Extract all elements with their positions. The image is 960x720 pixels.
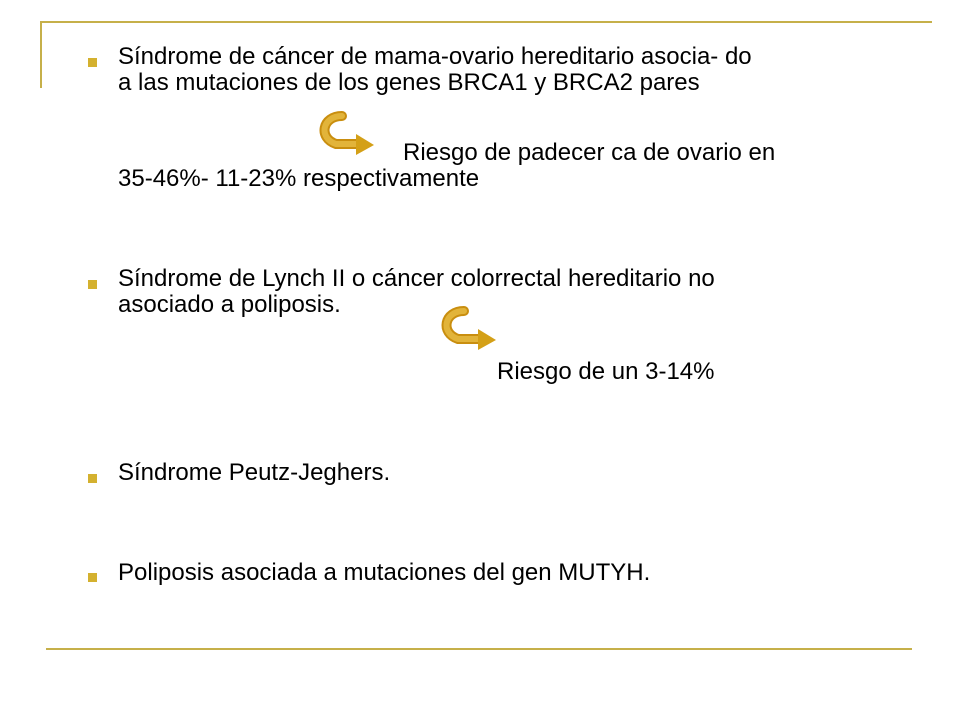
item-4-line-1: Poliposis asociada a mutaciones del gen MUTYH.: [118, 559, 651, 586]
bullet-square-icon: [88, 280, 97, 289]
item-2-line-2: asociado a poliposis.: [118, 291, 341, 318]
item-2-sub-line-1: Riesgo de un 3-14%: [497, 358, 715, 385]
item-1-line-1: Síndrome de cáncer de mama-ovario hereditario asocia- do: [118, 43, 752, 70]
item-3-line-1: Síndrome Peutz-Jeghers.: [118, 459, 391, 486]
item-1-line-2: a las mutaciones de los genes BRCA1 y BRCA2 pares: [118, 69, 700, 96]
frame-top-line: [40, 21, 932, 23]
frame-bottom-line: [46, 648, 912, 650]
curved-arrow-icon: [310, 108, 376, 156]
item-1-sub-line-2: 35-46%- 11-23% respectivamente: [118, 165, 480, 192]
item-1-sub-line-1: Riesgo de padecer ca de ovario en: [403, 139, 776, 166]
bullet-square-icon: [88, 474, 97, 483]
curved-arrow-icon: [432, 303, 498, 351]
item-2-line-1: Síndrome de Lynch II o cáncer colorrectal hereditario no: [118, 265, 715, 292]
bullet-square-icon: [88, 573, 97, 582]
bullet-square-icon: [88, 58, 97, 67]
frame-left-line: [40, 21, 42, 88]
